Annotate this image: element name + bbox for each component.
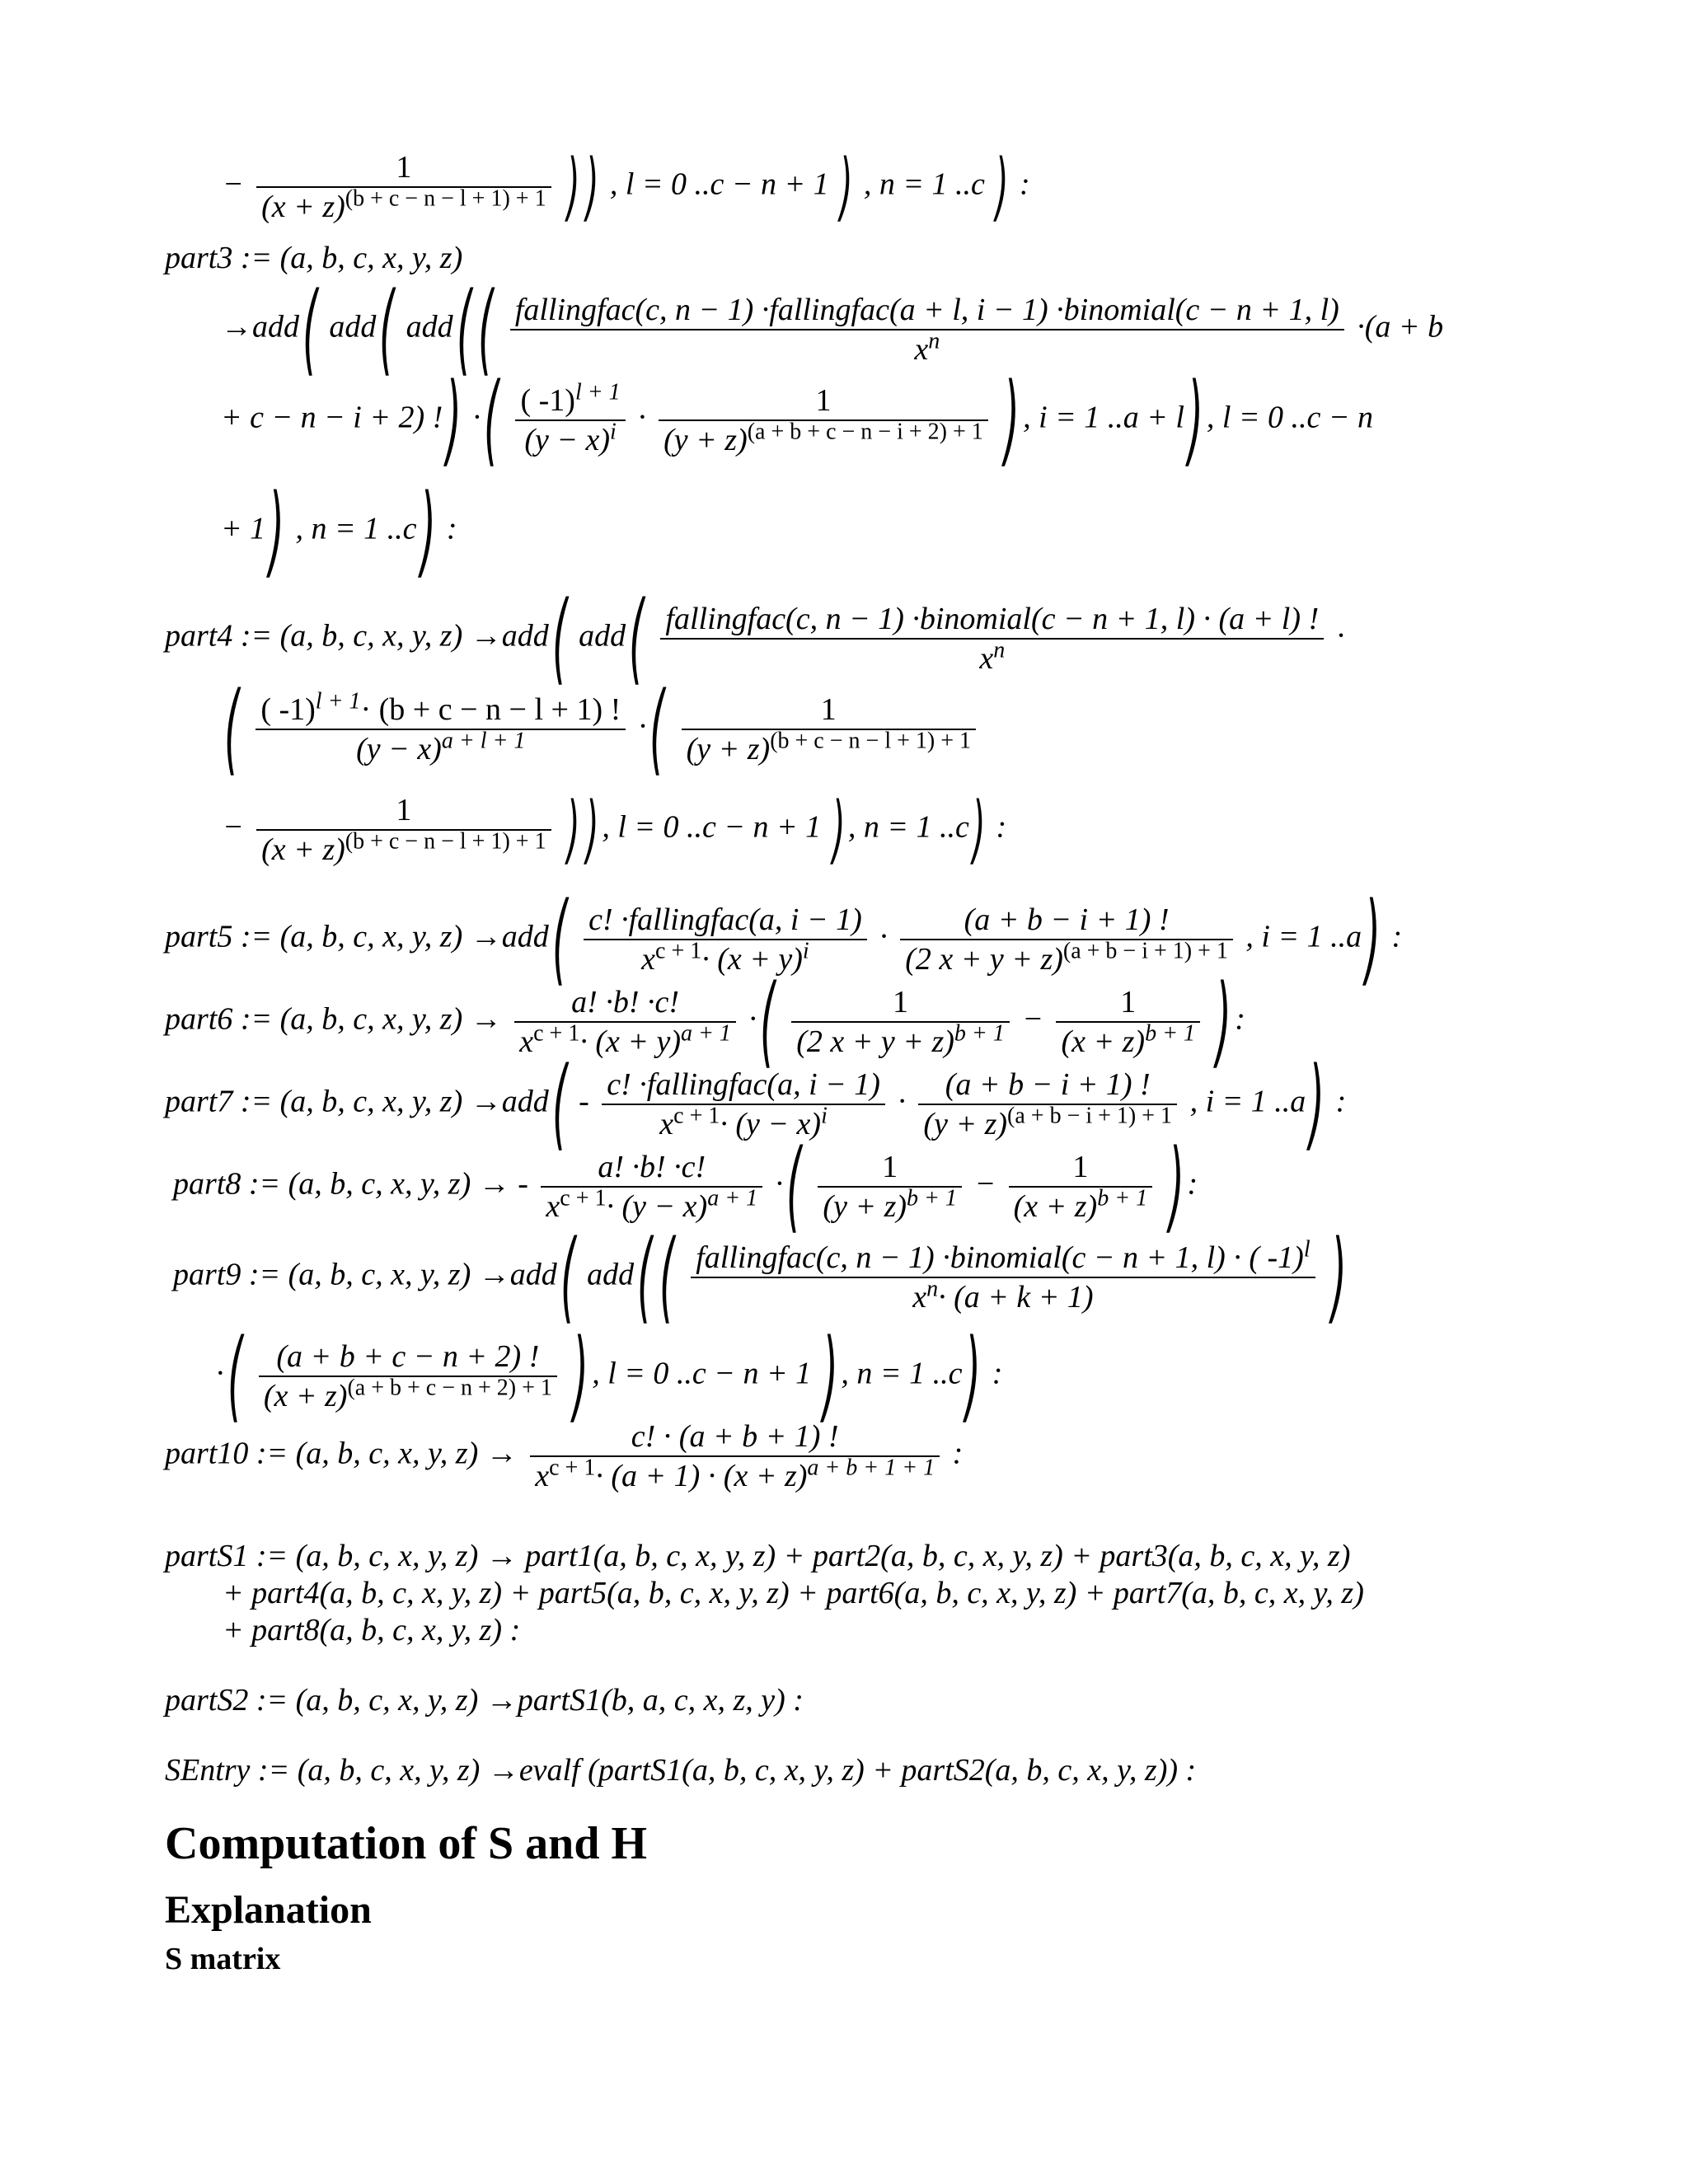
sentry-line: SEntry := (a, b, c, x, y, z) →evalf (partS1(a, b, c, x, y, z) + partS2(a, b, c, x, y, z)) : [165,1753,1197,1788]
part3-line2: + c − n − i + 2) !) ·( $\frac{( -1)^{l + 1}}{(y - x)^i}$ · $\frac{1}{(y + z)^{(a + b + c - n - i + 2) + 1}}$ ) , i = 1 ..a + l) , l = 0 ..c − n [221,363,1374,477]
fraction: $\frac{(a + b - i + 1) !}{(y + z)^{(a + b - i + 1) + 1}}$ [918,1066,1177,1143]
fraction: $\frac{1}{(x + z)^{b + 1}}$ [1009,1148,1153,1226]
fraction [256,148,551,226]
partS1-line3: + part8(a, b, c, x, y, z) : [223,1613,521,1647]
fraction: $\frac{\text{fallingfac(c, n − 1) ·binomial(c − n + 1, l) · (a + l) !}}{x^n}$ [660,600,1324,677]
denominator: $(x + z)^{(b + c - n - l + 1) + 1}$ [256,186,551,226]
part3-line1: →add( add( add(( fallingfac(c, n − 1) ·fallingfac(a + l, i − 1) ·binomial(c − n + 1, l) $x^n$ ·(a + b [221,272,1444,387]
numerator: 1 [396,150,412,185]
fraction: $\frac{( -1)^{l + 1}\cdot (b + c - n - l + 1) !}{(y - x)^{a + l + 1}}$ [256,691,626,768]
fraction: $\frac{c! \cdot (a + b + 1) !}{x^{c + 1}\cdot (a + 1) \cdot (x + z)^{a + b + 1 + 1}}$ [530,1418,940,1495]
part4-line3: − $\frac{1}{(x + z)^{(b + c - n - l + 1) + 1}}$ )), l = 0 ..c − n + 1 ), n = 1 ..c) : [223,786,1007,873]
part9-line1: part9 := (a, b, c, x, y, z) →add( add(( $\frac{fallingfac(c, n - 1) \cdot binomial(c - n + 1, l) \cdot ( -1)^l}{x^n\cdot (a + k + 1)}$ ) [173,1220,1347,1334]
fraction: $\frac{1}{(y + z)^{(b + c - n - l + 1) + 1}}$ [682,691,976,768]
partS1-line2: + part4(a, b, c, x, y, z) + part5(a, b, c, x, y, z) + part6(a, b, c, x, y, z) + part7(a, b, c, x, y, z) [223,1576,1364,1610]
fraction: $\frac{(a + b + c - n + 2) !}{(x + z)^{(a + b + c - n + 2) + 1}}$ [259,1338,557,1415]
fraction: $\frac{a! \cdot b! \cdot c!}{x^{c + 1}\cdot (y - x)^{a + 1}}$ [541,1148,762,1226]
statement-end: : [1019,166,1030,202]
part3-line3: + 1) , n = 1 ..c) : [221,474,457,588]
part8-line: part8 := (a, b, c, x, y, z) → - $\frac{a! \cdot b! \cdot c!}{x^{c + 1}\cdot (y - x)^{a + 1}}$ ·( $\frac{1}{(y + z)^{b + 1}}$ − $\frac{1}{(x + z)^{b + 1}}$ ) : [173,1129,1198,1244]
range-text: , n = 1 ..c [863,166,985,202]
fraction: $\frac{1}{(x + z)^{(b + c - n - l + 1) + 1}}$ [256,791,551,869]
fraction: $\frac{1}{(x + z)^{b + 1}}$ [1056,983,1200,1061]
partS1-line1: partS1 := (a, b, c, x, y, z) → part1(a, b, c, x, y, z) + part2(a, b, c, x, y, z) + part3(a, b, c, x, y, z) [165,1539,1351,1573]
part7-line: part7 := (a, b, c, x, y, z) →add( - $\frac{\text{c! ·fallingfac(a, i − 1)}}{x^{c + 1}\cdot (y - x)^i}$ · $\frac{(a + b - i + 1) !}{(y + z)^{(a + b - i + 1) + 1}}$ , i = 1 ..a) : [165,1047,1347,1161]
part4-line2: ( $\frac{( -1)^{l + 1}\cdot (b + c - n - l + 1) !}{(y - x)^{a + l + 1}}$ ·( $\frac{1}{(y + z)^{(b + c - n - l + 1) + 1}}$ [221,684,981,775]
subsubsection-heading: S matrix [165,1942,281,1976]
minus-sign: − [223,166,244,202]
part5-line: part5 := (a, b, c, x, y, z) →add( $\frac{\text{c! ·fallingfac(a, i − 1)}}{x^{c + 1}\cdot (x + y)^i}$ · $\frac{(a + b - i + 1) !}{(2 x + y + z)^{(a + b - i + 1) + 1}}$ , i = 1 ..a) : [165,882,1403,996]
section-heading: Computation of S and H [165,1818,648,1869]
fraction: $\frac{1}{(y + z)^{(a + b + c - n - i + 2) + 1}}$ [659,382,988,459]
part6-line: part6 := (a, b, c, x, y, z) → $\frac{a! \cdot b! \cdot c!}{x^{c + 1}\cdot (x + y)^{a + 1}}$ ·( $\frac{1}{(2 x + y + z)^{b + 1}}$ − $\frac{1}{(x + z)^{b + 1}}$ ) : [165,964,1245,1079]
part10-line: part10 := (a, b, c, x, y, z) → $\frac{c! \cdot (a + b + 1) !}{x^{c + 1}\cdot (a + 1) \cdot (x + z)^{a + b + 1 + 1}}$ : [165,1419,964,1493]
fraction: $\frac{1}{(2 x + y + z)^{b + 1}}$ [791,983,1010,1061]
range-text: , l = 0 ..c − n + 1 [609,166,829,202]
fraction: $\frac{\text{c! ·fallingfac(a, i − 1)}}{x^{c + 1}\cdot (x + y)^i}$ [584,901,867,978]
fraction: $\frac{a! \cdot b! \cdot c!}{x^{c + 1}\cdot (x + y)^{a + 1}}$ [514,983,736,1061]
part4-line1: part4 := (a, b, c, x, y, z) →add( add( $\frac{\text{fallingfac(c, n − 1) ·binomial(c − n + 1, l) · (a + l) !}}{x^n}$ · [165,581,1345,696]
part9-line2: ·( $\frac{(a + b + c - n + 2) !}{(x + z)^{(a + b + c - n + 2) + 1}}$ ) , l = 0 ..c − n + 1 ) , n = 1 ..c) : [216,1319,1003,1433]
fraction: $\frac{fallingfac(c, n - 1) \cdot binomial(c - n + 1, l) \cdot ( -1)^l}{x^n\cdot (a + k + 1)}$ [691,1239,1315,1316]
fraction: $\frac{(a + b - i + 1) !}{(2 x + y + z)^{(a + b - i + 1) + 1}}$ [900,901,1233,978]
part2-tail-line: − $\frac{1}{(x + z)^{(b + c - n - l + 1) + 1}}$ )) , l = 0 ..c − n + 1 ) , n = 1 ..c ) : [223,143,1030,230]
fraction: $\frac{\text{c! ·fallingfac(a, i − 1)}}{x^{c + 1}\cdot (y - x)^i}$ [602,1066,885,1143]
fraction: fallingfac(c, n − 1) ·fallingfac(a + l, i − 1) ·binomial(c − n + 1, l) $x^n$ [510,291,1344,368]
fraction: $\frac{1}{(y + z)^{b + 1}}$ [818,1148,962,1226]
partS2-line: partS2 := (a, b, c, x, y, z) →partS1(b, a, c, x, z, y) : [165,1683,804,1718]
fraction: $\frac{( -1)^{l + 1}}{(y - x)^i}$ [515,382,625,459]
part3-definition: part3 := (a, b, c, x, y, z) [165,241,463,275]
subsection-heading: Explanation [165,1888,372,1932]
